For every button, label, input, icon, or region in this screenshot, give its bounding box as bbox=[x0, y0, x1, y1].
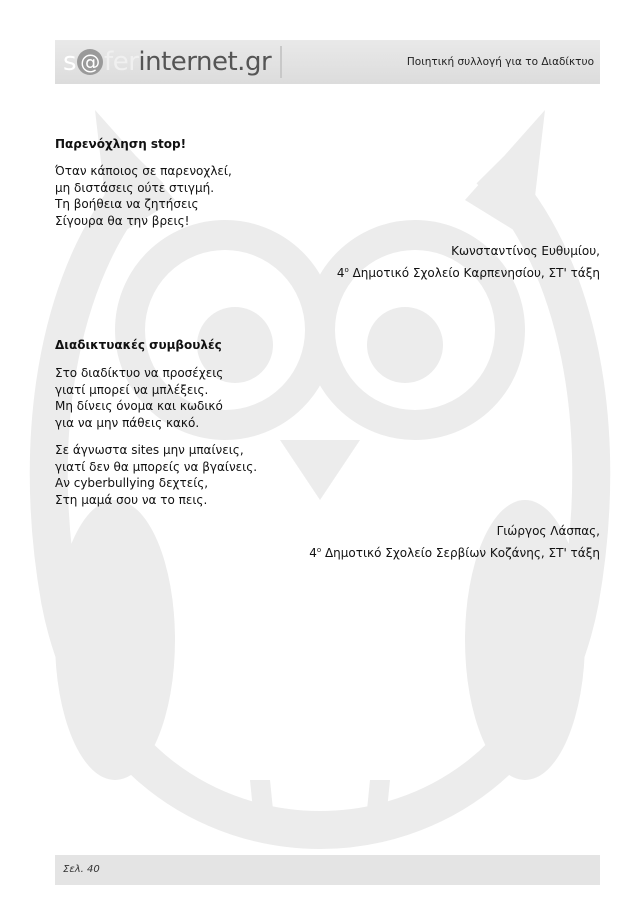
logo-text-s: s bbox=[63, 47, 77, 77]
header-band bbox=[55, 40, 600, 84]
verse-line: γιατί δεν θα μπορείς να βγαίνεις. bbox=[55, 459, 258, 474]
poem-signature bbox=[309, 522, 600, 563]
logo-text-internet: internet.gr bbox=[138, 47, 272, 77]
footer-band bbox=[55, 855, 600, 885]
verse-line: Όταν κάποιος σε παρενοχλεί, bbox=[55, 164, 232, 178]
page-number: Σελ. 40 bbox=[63, 864, 100, 875]
header-title: Ποιητική συλλογή για το Διαδίκτυο bbox=[406, 56, 594, 68]
poem-stanza bbox=[55, 442, 257, 508]
verse-line: Στο διαδίκτυο να προσέχεις bbox=[55, 366, 224, 380]
ordinal-sup: ο bbox=[344, 266, 349, 274]
verse-line: για να μην πάθεις κακό. bbox=[55, 415, 200, 430]
poem-stanza bbox=[55, 365, 223, 431]
verse-line: Σίγουρα θα την βρεις! bbox=[55, 213, 190, 228]
verse-line: Στη μαμά σου να το πεις. bbox=[55, 492, 208, 507]
poem-stanza bbox=[55, 163, 232, 229]
header-divider bbox=[280, 46, 282, 78]
school-number: 4 bbox=[309, 546, 317, 560]
author-name: Γιώργος Λάσπας, bbox=[496, 524, 600, 538]
school-line bbox=[309, 541, 600, 563]
verse-line: μη διστάσεις ούτε στιγμή. bbox=[55, 180, 215, 195]
school-number: 4 bbox=[336, 266, 345, 280]
ordinal-sup: ο bbox=[316, 546, 322, 554]
school-name: Δημοτικό Σχολείο Καρπενησίου, ΣΤ' τάξη bbox=[348, 266, 600, 280]
poem-signature bbox=[337, 242, 600, 283]
verse-line: γιατί μπορεί να μπλέξεις. bbox=[55, 382, 209, 397]
school-name: Δημοτικό Σχολείο Σερβίων Κοζάνης, ΣΤ' τάξη bbox=[321, 546, 600, 560]
author-name: Κωνσταντίνος Ευθυμίου, bbox=[451, 244, 600, 258]
at-sign-icon: @ bbox=[77, 49, 103, 75]
verse-line: Σε άγνωστα sites μην μπαίνεις, bbox=[55, 443, 244, 457]
poem-title: Διαδικτυακές συμβουλές bbox=[55, 338, 222, 352]
poem-title: Παρενόχληση stop! bbox=[55, 137, 187, 151]
saferinternet-logo bbox=[63, 46, 271, 78]
verse-line: Μη δίνεις όνομα και κωδικό bbox=[55, 399, 223, 413]
verse-line: Τη βοήθεια να ζητήσεις bbox=[55, 197, 199, 211]
logo-text-fer: fer bbox=[104, 47, 139, 77]
verse-line: Αν cyberbullying δεχτείς, bbox=[55, 476, 209, 490]
school-line bbox=[337, 261, 600, 283]
